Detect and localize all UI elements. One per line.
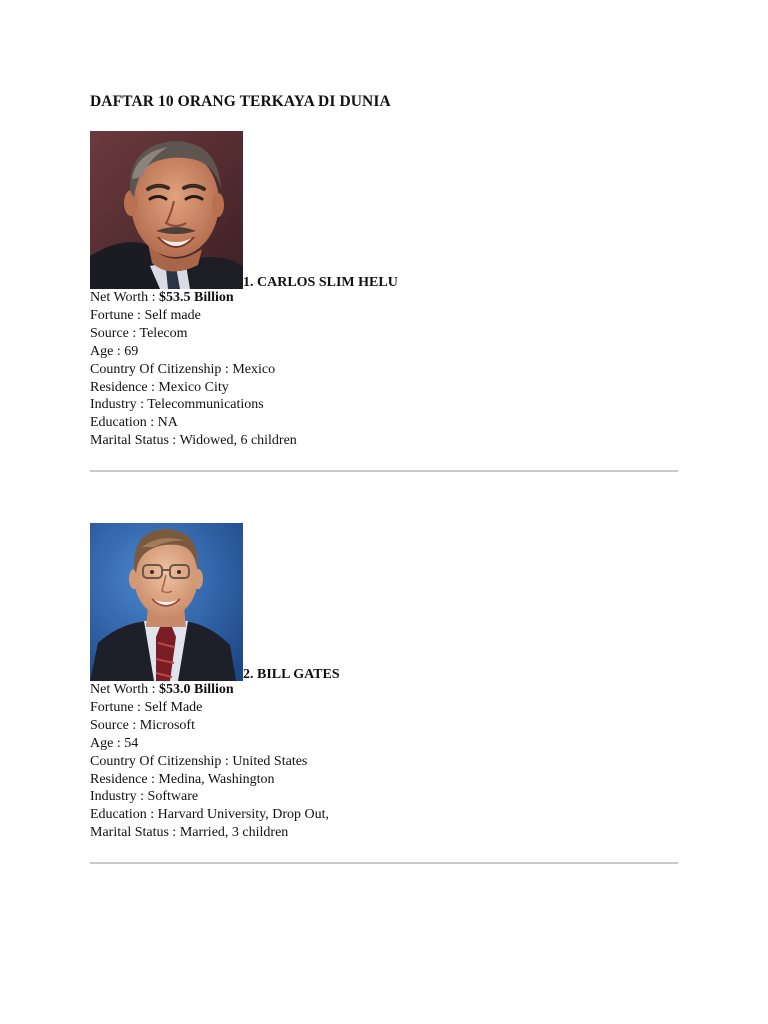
portrait-photo-bill-gates: [90, 523, 243, 681]
horizontal-divider: [90, 470, 678, 472]
marital-status-row: Marital Status : Widowed, 6 children: [90, 433, 297, 449]
entry-header: [90, 523, 680, 681]
source-row: Source : Microsoft: [90, 717, 195, 733]
residence-row: Residence : Medina, Washington: [90, 771, 275, 787]
portrait-photo-carlos-slim: [90, 131, 243, 289]
horizontal-divider: [90, 862, 678, 864]
fortune-row: Fortune : Self made: [90, 307, 201, 323]
age-row: Age : 54: [90, 735, 139, 751]
net-worth-row: [90, 681, 680, 699]
net-worth-label: Net Worth :: [90, 290, 159, 305]
net-worth-value: $53.5 Billion: [159, 290, 234, 305]
person-entry-carlos-slim: [90, 131, 680, 450]
page-title: DAFTAR 10 ORANG TERKAYA DI DUNIA: [90, 93, 391, 110]
fortune-row: Fortune : Self Made: [90, 699, 203, 715]
industry-row: Industry : Software: [90, 789, 199, 805]
citizenship-row: Country Of Citizenship : United States: [90, 753, 308, 769]
education-row: Education : Harvard University, Drop Out,: [90, 807, 329, 823]
person-details-list: [90, 289, 680, 450]
age-row: Age : 69: [90, 343, 139, 359]
residence-row: Residence : Mexico City: [90, 379, 229, 395]
entry-header: [90, 131, 680, 289]
net-worth-row: [90, 289, 680, 307]
net-worth-label: Net Worth :: [90, 682, 159, 697]
net-worth-value: $53.0 Billion: [159, 682, 234, 697]
source-row: Source : Telecom: [90, 325, 188, 341]
person-rank-name: 2. BILL GATES: [243, 667, 340, 682]
industry-row: Industry : Telecommunications: [90, 397, 264, 413]
person-rank-name: 1. CARLOS SLIM HELU: [243, 275, 398, 290]
education-row: Education : NA: [90, 415, 178, 431]
person-details-list: [90, 681, 680, 842]
person-entry-bill-gates: [90, 523, 680, 842]
marital-status-row: Marital Status : Married, 3 children: [90, 825, 289, 841]
citizenship-row: Country Of Citizenship : Mexico: [90, 361, 276, 377]
